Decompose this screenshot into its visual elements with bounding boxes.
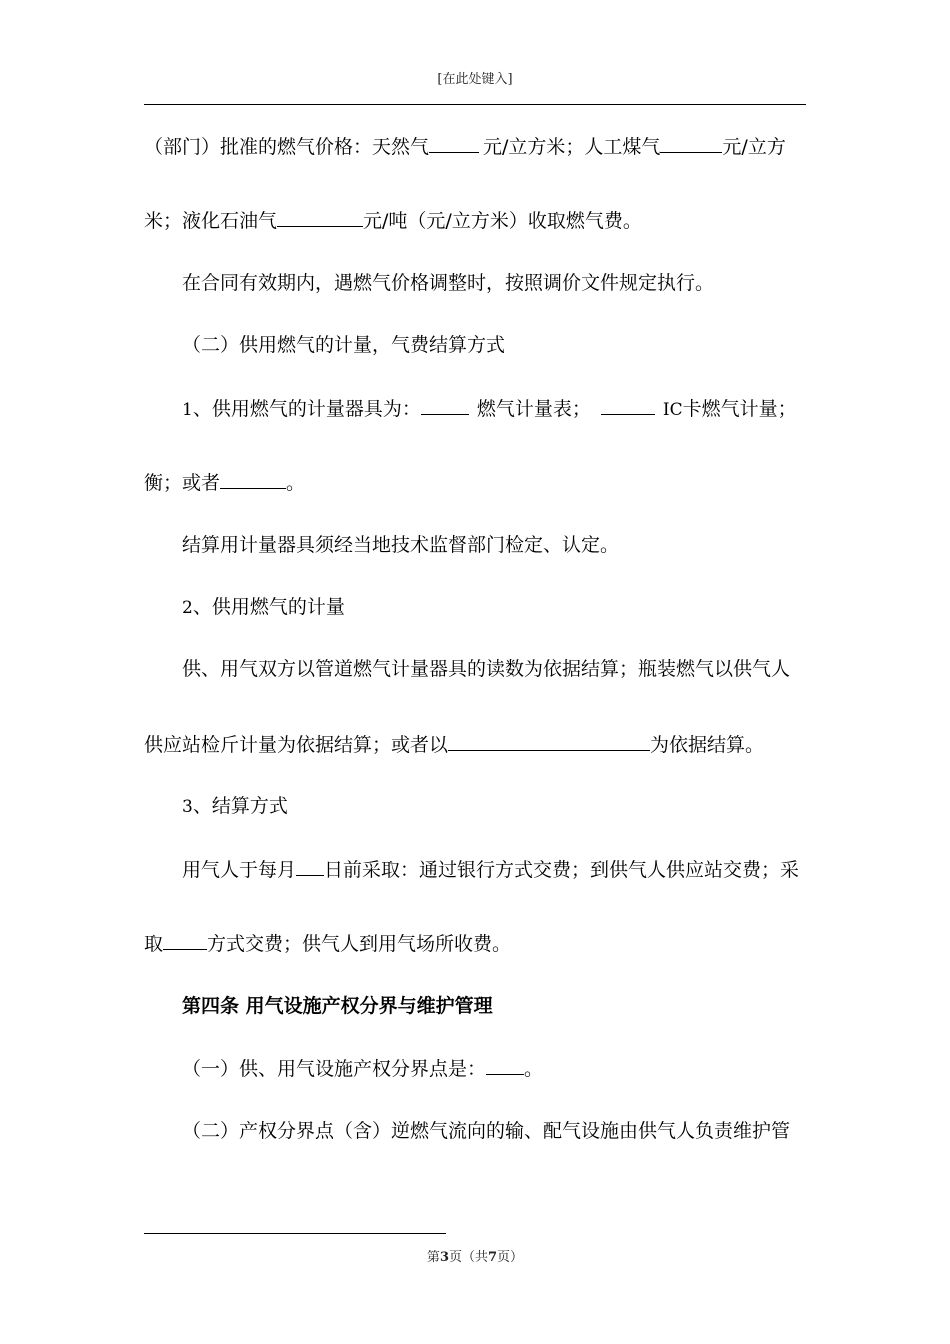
text: 方式交费；供气人到用气场所收费。	[207, 933, 512, 955]
fill-blank[interactable]	[448, 732, 650, 751]
paragraph-line	[182, 857, 799, 882]
item-number: 2	[182, 598, 193, 618]
text: （二）供用燃气的计量，气费结算方式	[182, 334, 506, 356]
text: 、供用燃气的计量	[192, 596, 345, 618]
item-number: 1	[182, 400, 193, 420]
text: 。	[524, 1058, 544, 1080]
text: 元/立方	[722, 136, 786, 158]
page-header: [在此处键入]	[437, 72, 513, 87]
item-number: 3	[182, 797, 193, 817]
text: 衡；或者	[144, 472, 221, 494]
text: 元/立方米；人工煤气	[483, 136, 661, 158]
text: 供、用气双方以管道燃气计量器具的读数为依据结算；瓶装燃气以供气人	[182, 658, 791, 680]
paragraph-line	[182, 1119, 790, 1143]
paragraph-line	[144, 208, 642, 233]
total-pages: 7	[488, 1250, 498, 1265]
footer-text: 第	[426, 1250, 440, 1265]
text: 米；液化石油气	[144, 210, 278, 232]
fill-blank[interactable]	[277, 208, 363, 227]
fill-blank[interactable]	[601, 396, 655, 415]
paragraph-line	[182, 794, 288, 819]
page-footer	[0, 1246, 950, 1265]
text: 、结算方式	[192, 795, 288, 817]
fill-blank[interactable]	[429, 134, 479, 153]
paragraph-line	[182, 396, 797, 422]
page-number: 3	[439, 1250, 449, 1265]
fill-blank[interactable]	[163, 931, 207, 950]
fill-blank[interactable]	[660, 134, 722, 153]
paragraph-line	[144, 134, 786, 159]
text: 燃气计量表；	[476, 398, 591, 420]
article-heading	[182, 994, 493, 1018]
paragraph-line	[182, 271, 714, 295]
fill-blank[interactable]	[486, 1056, 524, 1075]
text: 。	[286, 472, 306, 494]
fill-blank[interactable]	[220, 470, 286, 489]
text: 、供用燃气的计量器具为：	[192, 398, 421, 420]
text: 在合同有效期内，遇燃气价格调整时，按照调价文件规定执行。	[182, 272, 715, 294]
paragraph-line	[144, 931, 511, 956]
text: 用气人于每月	[182, 859, 297, 881]
text: 结算用计量器具须经当地技术监督部门检定、认定。	[182, 534, 620, 556]
text: IC	[662, 400, 683, 420]
text: （二）产权分界点（含）逆燃气流向的输、配气设施由供气人负责维护管	[182, 1120, 791, 1142]
fill-blank[interactable]	[296, 857, 324, 876]
paragraph-line	[182, 533, 619, 557]
paragraph-line	[182, 657, 790, 681]
fill-blank[interactable]	[421, 396, 469, 415]
footer-text: 页（共	[448, 1250, 488, 1265]
paragraph-line	[144, 470, 305, 495]
text: （一）供、用气设施产权分界点是：	[182, 1058, 487, 1080]
text: 元/吨（元/立方米）收取燃气费。	[363, 210, 642, 232]
text: 第四条 用气设施产权分界与维护管理	[182, 995, 493, 1017]
footer-text: 页）	[497, 1250, 524, 1265]
header-rule	[144, 104, 806, 105]
text: （部门）批准的燃气价格：天然气	[144, 136, 430, 158]
footer-rule	[144, 1233, 446, 1234]
section-heading	[182, 333, 505, 357]
text: 供应站检斤计量为依据结算；或者以	[144, 734, 449, 756]
text: 日前采取：通过银行方式交费；到供气人供应站交费；采	[324, 859, 800, 881]
text: 卡燃气计量；	[682, 398, 797, 420]
paragraph-line	[144, 732, 764, 757]
text: 为依据结算。	[650, 734, 765, 756]
text: 取	[144, 933, 164, 955]
paragraph-line	[182, 1056, 543, 1081]
paragraph-line	[182, 595, 345, 620]
